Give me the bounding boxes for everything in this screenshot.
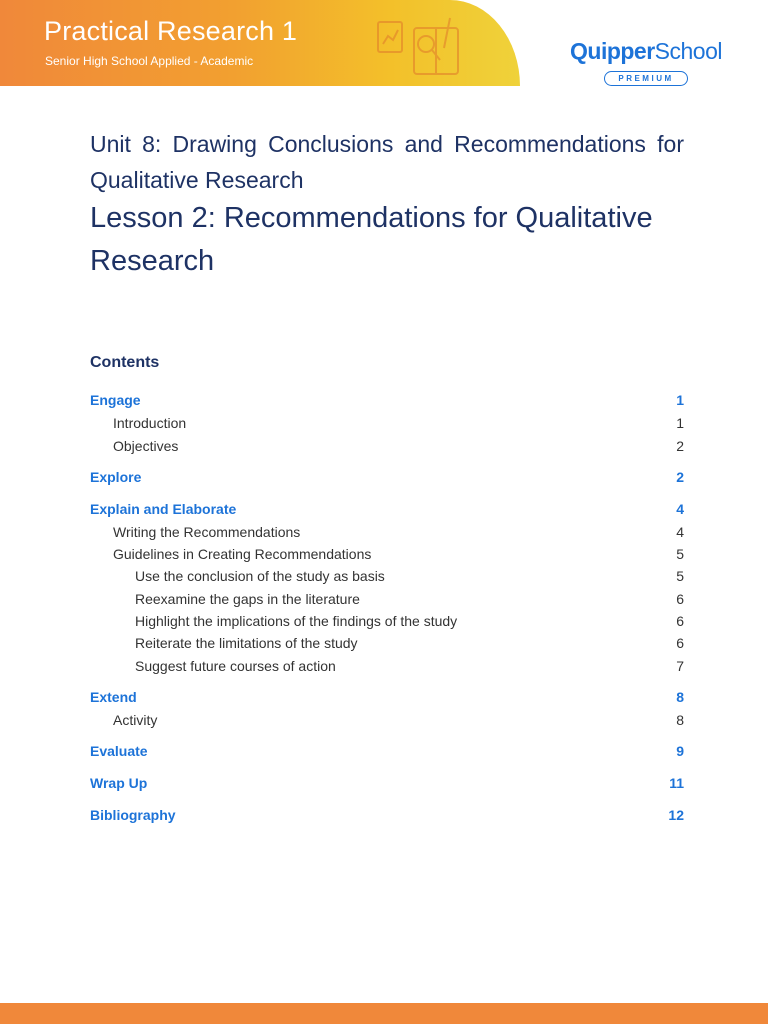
toc-entry-evaluate[interactable] — [90, 741, 684, 761]
toc-entry-reexamine-the-gaps[interactable] — [90, 589, 684, 609]
toc-label: Extend — [90, 689, 137, 705]
toc-label: Evaluate — [90, 743, 148, 759]
toc-label: Highlight the implications of the findings of the study — [135, 613, 458, 629]
toc-entry-activity[interactable] — [90, 710, 684, 730]
toc-page: 4 — [676, 501, 684, 517]
toc-page: 12 — [668, 807, 684, 823]
contents-heading: Contents — [90, 354, 160, 371]
toc-label: Engage — [90, 392, 141, 408]
toc-entry-bibliography[interactable] — [90, 805, 684, 825]
toc-label: Wrap Up — [90, 775, 148, 791]
toc-page: 6 — [676, 613, 684, 629]
toc-entry-suggest-future-courses[interactable] — [90, 656, 684, 676]
toc-entry-wrap-up[interactable] — [90, 773, 684, 793]
toc-label: Guidelines in Creating Recommendations — [113, 546, 372, 562]
brand-logo — [570, 38, 730, 88]
toc-entry-reiterate-the-limitations[interactable] — [90, 633, 684, 653]
toc-label: Reexamine the gaps in the literature — [135, 591, 360, 607]
course-subtitle: Senior High School Applied - Academic — [45, 54, 254, 68]
toc-label: Objectives — [113, 438, 179, 454]
course-title: Practical Research 1 — [44, 16, 298, 46]
brand-badge: PREMIUM — [604, 71, 688, 86]
toc-entry-explore[interactable] — [90, 467, 684, 487]
toc-entry-objectives[interactable] — [90, 436, 684, 456]
toc-page: 2 — [676, 469, 684, 485]
toc-label: Suggest future courses of action — [135, 658, 336, 674]
toc-page: 5 — [676, 546, 684, 562]
toc-entry-explain-and-elaborate[interactable] — [90, 499, 684, 519]
page-header — [0, 0, 768, 86]
toc-entry-extend[interactable] — [90, 687, 684, 707]
toc-entry-use-the-conclusion[interactable] — [90, 566, 684, 586]
toc-label: Use the conclusion of the study as basis — [135, 568, 385, 584]
toc-page: 6 — [676, 591, 684, 607]
brand-name-part2: School — [654, 38, 722, 64]
toc-label: Writing the Recommendations — [113, 524, 301, 540]
toc-page: 8 — [676, 689, 684, 705]
toc-label: Bibliography — [90, 807, 176, 823]
brand-name-part1: Quipper — [570, 38, 655, 64]
toc-page: 6 — [676, 635, 684, 651]
toc-page: 5 — [676, 568, 684, 584]
toc-entry-writing-the-recommendations[interactable] — [90, 522, 684, 542]
toc-page: 9 — [676, 743, 684, 759]
toc-entry-highlight-the-implications[interactable] — [90, 611, 684, 631]
footer-bar — [0, 1003, 768, 1024]
research-illustration-icon — [374, 14, 470, 80]
toc-label: Explore — [90, 469, 142, 485]
toc-label: Introduction — [113, 415, 187, 431]
unit-title: Unit 8: Drawing Conclusions and Recommendations for Qualitative Research — [90, 131, 684, 193]
toc-page: 7 — [676, 658, 684, 674]
toc-page: 4 — [676, 524, 684, 540]
toc-page: 8 — [676, 712, 684, 728]
toc-label: Activity — [113, 712, 158, 728]
toc-entry-engage[interactable] — [90, 390, 684, 410]
toc-entry-introduction[interactable] — [90, 413, 684, 433]
toc-entry-guidelines[interactable] — [90, 544, 684, 564]
toc-page: 1 — [676, 415, 684, 431]
toc-label: Explain and Elaborate — [90, 501, 237, 517]
toc-label: Reiterate the limitations of the study — [135, 635, 358, 651]
toc-page: 1 — [676, 392, 684, 408]
toc-page: 11 — [669, 775, 684, 791]
toc-page: 2 — [676, 438, 684, 454]
lesson-title: Lesson 2: Recommendations for Qualitative Research — [90, 202, 653, 277]
brand-name — [570, 38, 722, 65]
